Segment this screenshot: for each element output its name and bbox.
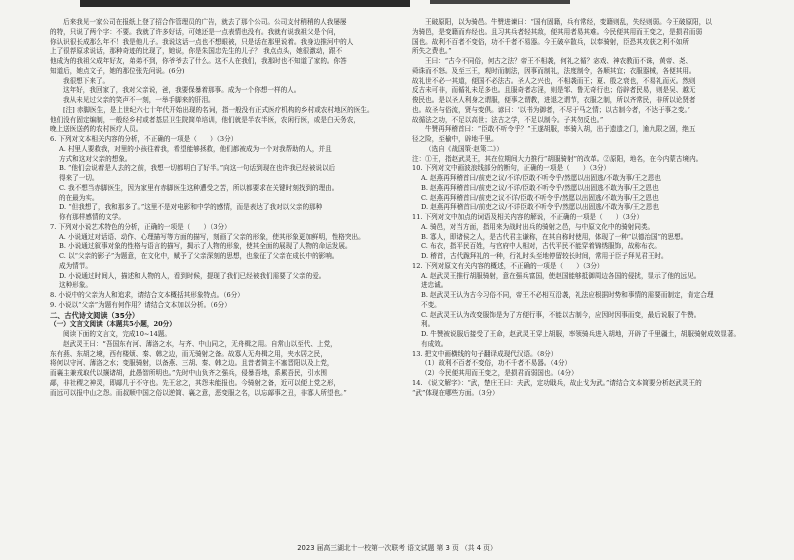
header-scan-mark [80, 0, 410, 7]
left-column-line: B. 小说通过叙事对象的性格与语言的描写，揭示了人物的形象，使其全面的展现了人物的命运发展。 [59, 242, 352, 251]
right-column-line: A. 赵燕再拜稽首曰/前吏之议/不详/臣敢不听令乎/然愿以出固逃/不敢为事/王之恩也 [421, 174, 661, 182]
left-column-line: 将何以守河、薄洛之水；变服骑射，以备燕、三胡、秦、韩之边。且昔者简主不塞晋阳以及上党， [50, 359, 334, 368]
left-column-line: 的在最为实。 [59, 193, 99, 202]
left-column-line: （一）文言文阅读（本题共5小题，20分） [50, 320, 176, 329]
right-column-line: C. 赵燕再拜稽首曰/前吏之议不详/臣敢不听令乎/然愿以出固逃/不敢为事/王之恩也 [421, 193, 659, 202]
left-column-line: 得来了一切。 [59, 174, 99, 182]
right-column-line: （选自《战国策·赵策二》） [425, 144, 503, 153]
left-column-line: 而远可以报中山之怨。而叔顺中国之俗以逆简、襄之意，恶变服之名，以忘鄗事之丑，非寡人所望也。” [50, 388, 347, 397]
right-column-line: 注：①王，指赵武灵王，其在位期间大力推行“胡服骑射”的改革。②原阳，地名，在今内蒙古境内。 [412, 154, 703, 163]
left-column-line: 7. 下列对小说艺术特色的分析，正确的一项是（ ）（3分） [50, 222, 231, 231]
left-column-line: 我很想下来了。 [63, 76, 110, 85]
left-column-line: 知道后，她点文子，她的那位张先问说。(6分) [50, 66, 185, 75]
right-column-line: B. 寡人，即诸侯之人，是古代君主谦称，在其自称时使用，体现了一种“以德治国”的思想。 [421, 232, 688, 241]
right-column-line: 也。故圣与俗流，贤与变俱。谚曰：‘以书为御者，不尽于马之情；以古制今者，不达于事之变。’ [412, 105, 690, 114]
left-column-line: 的特，只说了两个字：不要。我就了许多好话，可她还是一点表情也没有。我就有说我祖父是个问， [50, 27, 341, 36]
right-column-line: 不变。 [421, 300, 441, 309]
right-column-line: 13. 把文中画横线的句子翻译成现代汉语。（8分） [412, 349, 558, 358]
right-column-line: 王破原阳，以为骑邑。牛赞进谏曰：“国有固籍，兵有常经，变籍则乱，失经则弱。今王破原阳，以 [425, 18, 712, 26]
right-column-line: A. 骑邑，对当方面，指用来为战时出兵的骑射之邑，与中原文化中的骑射同类。 [421, 222, 655, 231]
right-column-line: C. 赵武灵王认为改变服饰是为了方便行事，不能以古制今，应因时因事而变，最后说服了牛赞。 [421, 310, 701, 319]
right-column-line: 14. 《说文解字》：“武，楚庄王曰：夫武，定功戢兵，故止戈为武。”请结合文本简要分析赵武灵王的 [412, 378, 702, 387]
right-column-line: 12. 下列对原文有关内容的概述，不正确的一项是（ ）（3分） [412, 261, 604, 270]
left-column-line: 而襄主兼戎取代以攘诸胡，此愚智所明也。”先时中山负齐之强兵，侵暴吾地，系累吾民，引水围 [50, 369, 328, 377]
right-column-line: D. 赵燕再拜稽首曰/前吏之议/不详臣敢不听令乎/然愿以出固逃/不敢为事/王之恩也 [421, 203, 659, 212]
right-column-line: “武”体现在哪些方面。（3分） [412, 388, 499, 397]
right-column-line: （2）今民便其用而王变之，是损君而弱国也。（4分） [421, 369, 578, 377]
left-column-line: B. “他们会说着是人去的之前，我想一切都明白了好半。”向这一句话到现在也许我已经被说以后 [59, 164, 336, 173]
left-column [50, 18, 402, 398]
left-column-line: C. 我不想当赤脚医生，因为家里有赤脚医生这种遭受之苦，所以都要求在关键时刻找到的理由。 [59, 183, 339, 192]
right-column [412, 18, 764, 398]
right-column-line: 反古未可非，而循礼未足多也。且服奇者志淫，则是邹、鲁无奇行也；俗辟者民易，则是吴、越无 [412, 86, 696, 95]
right-column-line: B. 赵燕再拜稽首曰/前吏之议/不详/臣敢不听令乎/然愿以出固逃不敢为事/王之恩也 [421, 183, 659, 192]
left-column-line: 晚上送医送药的农村医疗人员。 [50, 125, 143, 134]
header-scan-mark-right [430, 0, 570, 4]
left-column-line: 阅读下面的文言文，完成10~14题。 [63, 330, 172, 338]
left-column-line: D. “但我想了，我和那多了。”这里不是对电影和中学的感情，而是表达了我对以父亲的那种 [59, 203, 323, 212]
right-column-line: 国也。故利不百者不变俗，功不千者不易器。今王破卒散兵，以奉骑射，臣恐其攻获之利不如所 [412, 37, 689, 46]
right-column-line: 所失之费也。” [412, 47, 452, 56]
left-column-line: 6. 下列对文本相关内容的分析，不正确的一项是（ ）（3分） [50, 135, 238, 143]
left-column-line: 我从未见过父亲的笑声不一刻，一举手脚来的肝泪。 [63, 96, 215, 104]
left-column-line: 上了很荐原求说话，那种奇迹的比现了，她说，你是朱国忠先生的儿子？ 我点点头，她很激动，跟不 [50, 47, 343, 56]
left-column-line: 这年好，我回家了，我对父亲说，爸，我要保暴着那事。成为一个你想一样的人。 [63, 86, 301, 95]
right-column-line: 王曰：“古今不同俗，何古之法？帝王不相袭，何礼之循？宓戏、神农教而不诛，黄帝、尧、 [425, 57, 693, 65]
left-column-line: 他们没有固定编制，一般经乡村或者基层卫生院简单培训，他们就是半农半医，农闲行医，或是白天务农， [50, 115, 360, 124]
left-column-line: 你认识很长成那么年不！我是他儿子。我说这话一点也不想眼被，只是话在那里说着。我身边推河中的人 [50, 37, 354, 46]
left-column-line: A. 村里人要救我，对里的小孩往着我，希望能够拯救，他们都被成为一个对我帮助的人，并且 [59, 144, 332, 153]
left-column-line: 后来我见一家公司在报纸上登了招合作管理员的广告，就去了那个公司。公司支付稍稍的人我屡屡 [63, 18, 347, 26]
right-column-line: 11. 下列对文中加点的词语及相关内容的解说，不正确的一项是（ ）（3分） [412, 213, 644, 221]
right-column-line: 故礼世不必一其道，便国不必法古。圣人之兴也，不相袭而王；夏、殷之衰也，不易礼而灭。然则 [412, 76, 696, 85]
right-column-line: 为骑邑，是变籍而弃经也。且习其兵者轻其敌，便其用者易其难。今民便其用而王变之，是损君而弱 [412, 27, 703, 36]
left-column-line: C. 以“父亲的影子”为题意，在文化中，赋予了父亲深刻的思想，也象征了父亲在成长中的影响。 [59, 252, 339, 260]
right-column-line: 径之险，至榆中，辟地千里。 [412, 135, 498, 143]
left-column-line: [注] 赤脚医生，是上世纪六七十年代开始出现的名词，指一般没有正式医疗机构的乡村或农村地区的医生。 [63, 105, 374, 114]
right-column-line: 俊民也。是以圣人利身之谓服，便事之谓教，进退之谓节，衣服之制，所以齐常民，非所以论贤者 [412, 96, 696, 104]
right-column-line: 故循法之功，不足以高世；法古之学，不足以制今。子其勿反也。” [412, 115, 604, 124]
right-column-line: A. 赵武灵王推行胡服骑射，意在强兵富国，使赵国能够抵御周边各国的侵扰，显示了他的远见。 [421, 271, 701, 280]
right-column-line: 舜诛而不怒。及至三王，观时而制法，因事而制礼，法度制令，各顺其宜；衣服器械，各便其用。 [412, 66, 696, 75]
right-column-line: B. 赵武灵王认为古今习俗不同，帝王不必相互沿袭，礼法应根据时势和事情的需要而制定，肯定合理 [421, 291, 714, 299]
left-column-line: D. 小说通过时间人，描述和人物的人，看到时候，提现了我们已经被我们需要了父亲的爱。 [59, 271, 326, 280]
right-column-line: C. 布衣，指平民百姓，与官府中人相对，古代平民不能穿着锦绣服饰，故称布衣。 [421, 242, 661, 251]
left-column-line: 他成为的我祖父成年好友，弟弟不到，你爷爷去了什么。这不人在我们，我那时也不知道了家的。你答 [50, 57, 347, 65]
right-column-line: 10. 下列对文中画波浪线部分的断句，正确的一项是（ ）（3分） [412, 164, 611, 173]
left-column-line: 你有那样感情的文学。 [59, 213, 125, 221]
right-column-line: 有成效。 [421, 339, 448, 348]
right-column-line: D. 牛赞被说服后接受了王命，赵武灵王穿上胡服，率领骑兵进入胡地，开辟了千里疆土，胡服骑射成效显著。 [421, 330, 741, 338]
left-column-line: A. 小说通过对话语、动作、心理描写等方面的描写，刻画了父亲的形象，使其形象更加鲜明，性格突出。 [59, 232, 365, 241]
left-column-line: 方式和这对父亲的想象。 [59, 154, 132, 163]
left-column-line: 8. 小说中的父亲为人和追求，请结合文本概括其形象特点。（6分） [50, 291, 244, 299]
left-column-line: 东有燕、东胡之境，西有楼烦、秦、韩之边，而无骑射之备。故寡人无舟楫之用，夹水居之民， [50, 349, 327, 358]
left-column-line: 鄗，非社稷之神灵，即鄗几于不守也。先王忿之，其怨未能报也。今骑射之备，近可以便上党之形， [50, 378, 341, 387]
left-column-line: 赵武灵王曰：“吾国东有河、薄洛之水，与齐、中山同之，无舟楫之用。自常山以至代、上党， [63, 339, 337, 348]
left-column-line: 二、古代诗文阅读（35分） [50, 310, 140, 320]
right-column-line: D. 稽首，古代跪拜礼的一种，行礼时头至地停留较长时间，常用于臣子拜见君王时。 [421, 252, 668, 260]
left-column-line: 成为情节。 [59, 261, 92, 270]
page-footer: 2023 届高三湖北十一校第一次联考 语文试题 第 3 页 （共 4 页） [297, 544, 497, 552]
right-column-line: 利。 [421, 320, 435, 329]
right-column-line: 进忠诚。 [421, 281, 448, 290]
right-column-line: （1）故利不百者不变俗，功不千者不易器。（4分） [421, 359, 572, 368]
right-column-line: 牛赞再拜稽首曰：“臣敢不听令乎？”王遂胡服，率骑入胡，出于遗遗之门，逾九限之固，绝五 [425, 125, 696, 134]
left-column-line: 9. 小说以“父亲”为题有何作用？请结合文本加以分析。（6分） [50, 300, 231, 309]
left-column-line: 这种形象。 [59, 281, 92, 290]
